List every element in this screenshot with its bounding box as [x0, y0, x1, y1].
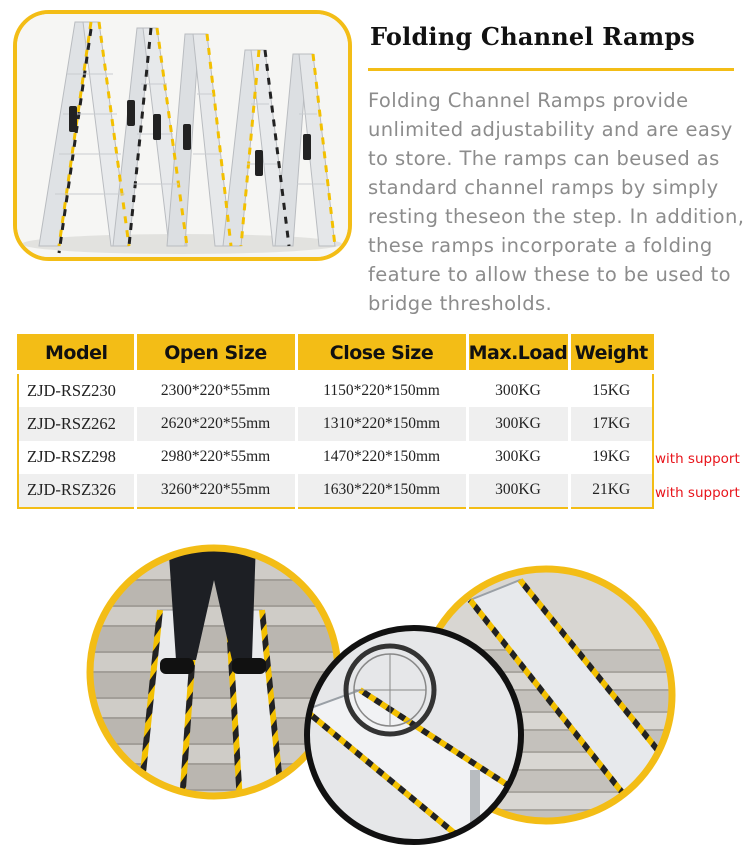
cell-model: ZJD-RSZ326	[18, 474, 135, 508]
cell-weight: 19KG	[569, 441, 653, 474]
wheelchair-ramp-photo	[305, 628, 523, 846]
cell-max-load: 300KG	[467, 474, 569, 508]
column-header-close-size: Close Size	[296, 335, 467, 372]
spec-table	[17, 334, 654, 509]
cell-max-load: 300KG	[467, 441, 569, 474]
cell-close-size: 1150*220*150mm	[296, 372, 467, 407]
product-description	[368, 86, 745, 318]
table-row	[18, 441, 653, 474]
description-line: these ramps incorporate a folding	[368, 234, 713, 257]
cell-model: ZJD-RSZ298	[18, 441, 135, 474]
cell-open-size: 3260*220*55mm	[135, 474, 296, 508]
description-line: standard channel ramps by simply	[368, 176, 719, 199]
cell-max-load: 300KG	[467, 407, 569, 440]
description-line: bridge thresholds.	[368, 292, 553, 315]
column-header-max-load: Max.Load	[467, 335, 569, 372]
cell-close-size: 1630*220*150mm	[296, 474, 467, 508]
ramp-product-photo	[17, 14, 348, 257]
description-line: Folding Channel Ramps provide	[368, 89, 689, 112]
table-row	[18, 407, 653, 440]
cell-close-size: 1470*220*150mm	[296, 441, 467, 474]
table-header-row	[18, 335, 653, 372]
cell-max-load: 300KG	[467, 372, 569, 407]
person-on-ramp-photo	[88, 540, 342, 802]
cell-open-size: 2620*220*55mm	[135, 407, 296, 440]
description-line: feature to allow these to be used to	[368, 263, 732, 286]
support-note: with support	[655, 451, 740, 467]
cell-weight: 21KG	[569, 474, 653, 508]
column-header-weight: Weight	[569, 335, 653, 372]
cell-model: ZJD-RSZ262	[18, 407, 135, 440]
description-line: resting theseon the step. In addition,	[368, 205, 745, 228]
description-line: to store. The ramps can beused as	[368, 147, 720, 170]
column-header-open-size: Open Size	[135, 335, 296, 372]
usage-photo-collage	[0, 540, 750, 847]
cell-weight: 15KG	[569, 372, 653, 407]
title-divider	[368, 68, 734, 71]
cell-model: ZJD-RSZ230	[18, 372, 135, 407]
usage-photos	[0, 540, 750, 847]
description-line: unlimited adjustability and are easy	[368, 118, 733, 141]
table-row	[18, 372, 653, 407]
column-header-model: Model	[18, 335, 135, 372]
table-row	[18, 474, 653, 508]
cell-open-size: 2300*220*55mm	[135, 372, 296, 407]
support-note: with support	[655, 485, 740, 501]
product-photo-frame	[13, 10, 352, 261]
cell-weight: 17KG	[569, 407, 653, 440]
cell-open-size: 2980*220*55mm	[135, 441, 296, 474]
cell-close-size: 1310*220*150mm	[296, 407, 467, 440]
page-title: Folding Channel Ramps	[370, 22, 696, 51]
